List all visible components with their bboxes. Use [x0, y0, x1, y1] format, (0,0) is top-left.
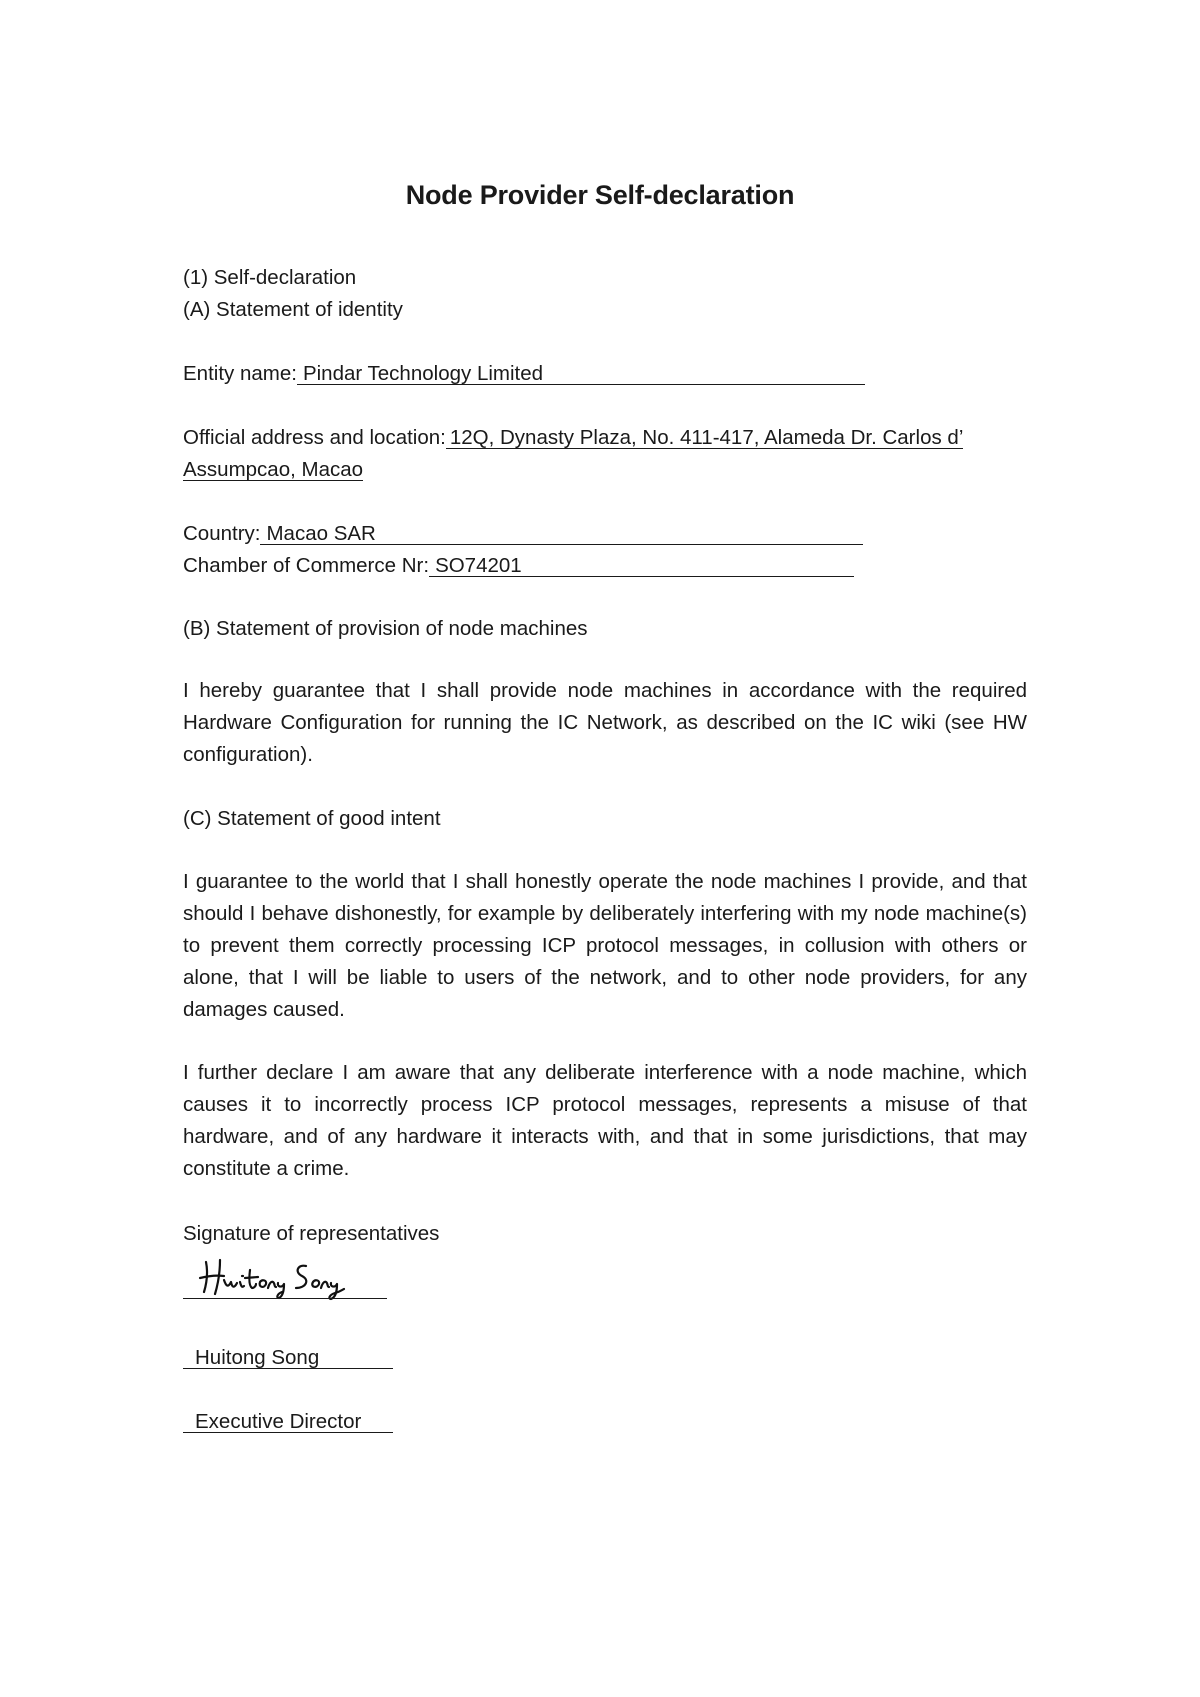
signer-title-row	[183, 1410, 393, 1434]
paragraph-c1: I guarantee to the world that I shall honestly operate the node machines I provide, and that should I behave dishonestly, for example by deliberately interfering with my node machine(s) to prevent them correctly processing ICP protocol messages, in collusion with others or alone, that I will be liable to users of the network, and to other node providers, for any damages caused.	[183, 870, 1027, 1021]
address-value-line-2: Assumpcao, Macao	[183, 458, 364, 481]
document-title: Node Provider Self-declaration	[405, 180, 795, 210]
address-value-line-1: 12Q, Dynasty Plaza, No. 411-417, Alameda Dr. Carlos d’	[446, 427, 964, 449]
country-label: Country:	[183, 522, 261, 545]
chamber-label: Chamber of Commerce Nr:	[183, 554, 430, 577]
signer-name-row	[183, 1346, 393, 1370]
signature-label: Signature of representatives	[183, 1222, 440, 1245]
signer-name: Huitong Song	[183, 1347, 393, 1369]
country-row	[183, 522, 863, 546]
chamber-value: SO74201	[429, 555, 854, 577]
section-c-heading: (C) Statement of good intent	[183, 807, 441, 830]
paragraph-b: I hereby guarantee that I shall provide node machines in accordance with the required Hardware Configuration for running the IC Network, as described on the IC wiki (see HW configuration).	[183, 679, 1027, 766]
address-label: Official address and location:	[183, 426, 446, 449]
paragraph-c2: I further declare I am aware that any deliberate interference with a node machine, which causes it to incorrectly process ICP protocol messages, represents a misuse of that hardware, and of any hardware it interacts with, and that in some jurisdictions, that may constitute a crime.	[183, 1061, 1027, 1180]
entity-name-row	[183, 362, 865, 386]
address-row-2	[183, 458, 363, 482]
handwritten-signature	[198, 1256, 378, 1302]
signature-line	[183, 1298, 387, 1299]
country-value: Macao SAR	[260, 523, 863, 545]
signer-title: Executive Director	[183, 1411, 393, 1433]
chamber-row	[183, 554, 854, 578]
section-1-heading: (1) Self-declaration	[183, 266, 357, 289]
section-a-heading: (A) Statement of identity	[183, 298, 403, 321]
address-row	[183, 426, 963, 450]
section-b-heading: (B) Statement of provision of node machines	[183, 617, 588, 640]
entity-name-value: Pindar Technology Limited	[297, 363, 865, 385]
entity-name-label: Entity name:	[183, 362, 297, 385]
